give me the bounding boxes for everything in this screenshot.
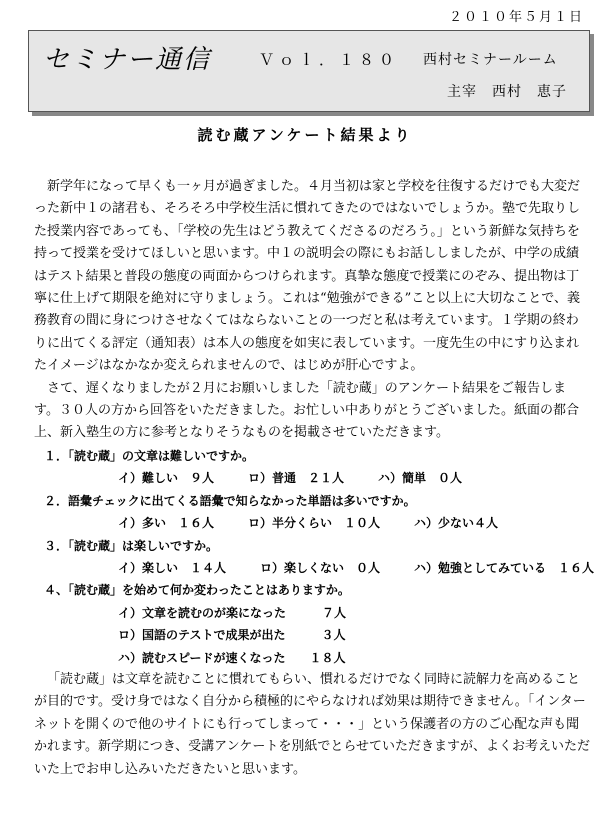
survey-option: ハ）読むスピードが速くなった １８人 xyxy=(118,650,346,665)
survey-option: ロ）半分くらい １０人 xyxy=(248,516,381,531)
host-name: 主宰 西村 恵子 xyxy=(447,84,567,100)
organization-name: 西村セミナールーム xyxy=(423,52,558,68)
closing-paragraph: 「読む蔵」は文章を読むことに慣れてもらい、慣れるだけでなく同時に読解力を高めることが目的です。受け身ではなく自分から積極的にやらなければ効果は期待できません。「インターネットを開くので他のサイトにも行ってしまって・・・」という保護者の方のご心配な声も聞かれます。新学期につき、受講アンケートを別紙でとらせていただきますが、よくお考えいただいた上でお申し込みいただきたいと思います。 xyxy=(34,671,591,777)
survey-option: イ）楽しい １４人 xyxy=(118,560,227,575)
survey-option: ハ）勉強としてみている １６人 xyxy=(414,560,595,575)
survey-option: イ）難しい ９人 xyxy=(118,471,215,486)
survey-intro-paragraph: さて、遅くなりましたが２月にお願いしました「読む蔵」のアンケート結果をご報告します。３０人の方から回答をいただきました。お忙しい中ありがとうございました。紙面の都合上、新入塾生の方に参考となりそうなものを掲載させていただきます。 xyxy=(34,380,579,441)
article-heading: 読む蔵アンケート結果より xyxy=(197,126,413,144)
survey-question-3: ３．「読む蔵」は楽しいですか。 xyxy=(44,538,219,553)
survey-option: イ）多い １６人 xyxy=(118,516,215,531)
survey-question-2: ２．語彙チェックに出てくる語彙で知らなかった単語は多いですか。 xyxy=(44,493,416,508)
survey-option: ハ）簡単 ０人 xyxy=(378,471,463,486)
survey-options-1 xyxy=(34,467,590,489)
survey-option: ロ）楽しくない ０人 xyxy=(260,560,381,575)
survey-option: ハ）少ない４人 xyxy=(414,516,499,531)
survey-question-4: ４、「読む蔵」を始めて何か変わったことはありますか。 xyxy=(44,583,350,598)
article-body xyxy=(34,176,595,781)
survey-option: ロ）普通 ２１人 xyxy=(248,471,345,486)
survey-option: ロ）国語のテストで成果が出た ３人 xyxy=(118,628,346,643)
issue-date: ２０１０年５月１日 xyxy=(448,10,584,25)
newsletter-title: セミナー通信 xyxy=(43,45,212,75)
survey-question-1: １．「読む蔵」の文章は難しいですか。 xyxy=(44,448,255,463)
survey-options-2 xyxy=(34,512,590,534)
survey-options-3 xyxy=(34,557,595,579)
survey-option: イ）文章を読むのが楽になった ７人 xyxy=(118,605,347,620)
newsletter-banner xyxy=(28,30,590,112)
volume-number: Ｖｏｌ．１８０ xyxy=(259,51,400,69)
intro-paragraph: 新学年になって早くも一ヶ月が過ぎました。４月当初は家と学校を往復するだけでも大変だった新中１の諸君も、そろそろ中学校生活に慣れてきたのではないでしょうか。塾で先取りした授業内容であっても、「学校の先生はどう教えてくださるのだろう。」という新鮮な気持ちを持って授業を受けてほしいと思います。中１の説明会の際にもお話ししましたが、中学の成績はテスト結果と普段の態度の両面からつけられます。真摯な態度で授業にのぞみ、提出物は丁寧に仕上げて期限を絶対に守りましょう。これは“勉強ができる”こと以上に大切なことで、義務教育の間に身につけさせなくてはならないことの一つだと私は考えています。１学期の終わりに出てくる評定（通知表）は本人の態度を如実に表しています。一度先生の中にすり込まれたイメージはなかなか変えられませんので、はじめが肝心ですよ。 xyxy=(34,179,581,374)
